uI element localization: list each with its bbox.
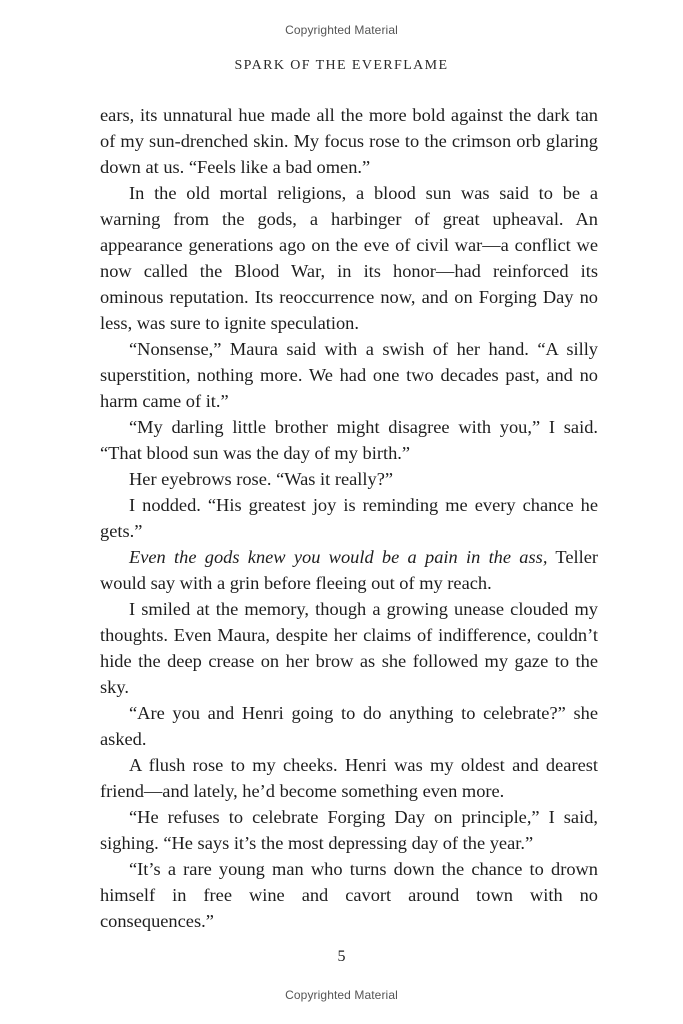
paragraph: I smiled at the memory, though a growing unease clouded my thoughts. Even Maura, despite her claims of indifference, couldn’t hide the deep crease on her brow as she followed my gaze to the sky. <box>100 599 598 697</box>
paragraph: I nodded. “His greatest joy is reminding me every chance he gets.” <box>100 495 598 541</box>
paragraph: “My darling little brother might disagree with you,” I said. “That blood sun was the day of my birth.” <box>100 417 598 463</box>
paragraph: “Are you and Henri going to do anything to celebrate?” she asked. <box>100 703 598 749</box>
paragraph: Her eyebrows rose. “Was it really?” <box>129 469 394 489</box>
paragraph: “Nonsense,” Maura said with a swish of her hand. “A silly superstition, nothing more. We had one two decades past, and no harm came of it.” <box>100 339 598 411</box>
italic-thought: Even the gods knew you would be a pain in the ass, <box>129 547 548 567</box>
running-head-title: SPARK OF THE EVERFLAME <box>234 58 449 73</box>
copyright-watermark-top: Copyrighted Material <box>285 23 398 37</box>
paragraph: A flush rose to my cheeks. Henri was my oldest and dearest friend—and lately, he’d become something even more. <box>100 755 598 801</box>
paragraph: “It’s a rare young man who turns down the chance to drown himself in free wine and cavort around town with no consequences.” <box>100 859 598 931</box>
page-body-text <box>100 102 598 934</box>
paragraph <box>100 544 598 596</box>
paragraph: “He refuses to celebrate Forging Day on principle,” I said, sighing. “He says it’s the most depressing day of the year.” <box>100 807 598 853</box>
copyright-watermark-bottom: Copyrighted Material <box>285 988 398 1002</box>
paragraph: ears, its unnatural hue made all the more bold against the dark tan of my sun-drenched skin. My focus rose to the crimson orb glaring down at us. “Feels like a bad omen.” <box>100 105 598 177</box>
paragraph-continuation: Teller would say with a grin before fleeing out of my reach. <box>100 547 598 593</box>
paragraph: In the old mortal religions, a blood sun was said to be a warning from the gods, a harbinger of great upheaval. An appearance generations ago on the eve of civil war—a conflict we now called the Blood War, in its honor—had reinforced its ominous reputation. Its reoccurrence now, and on Forging Day no less, was sure to ignite speculation. <box>100 183 598 333</box>
page-number: 5 <box>337 948 346 965</box>
